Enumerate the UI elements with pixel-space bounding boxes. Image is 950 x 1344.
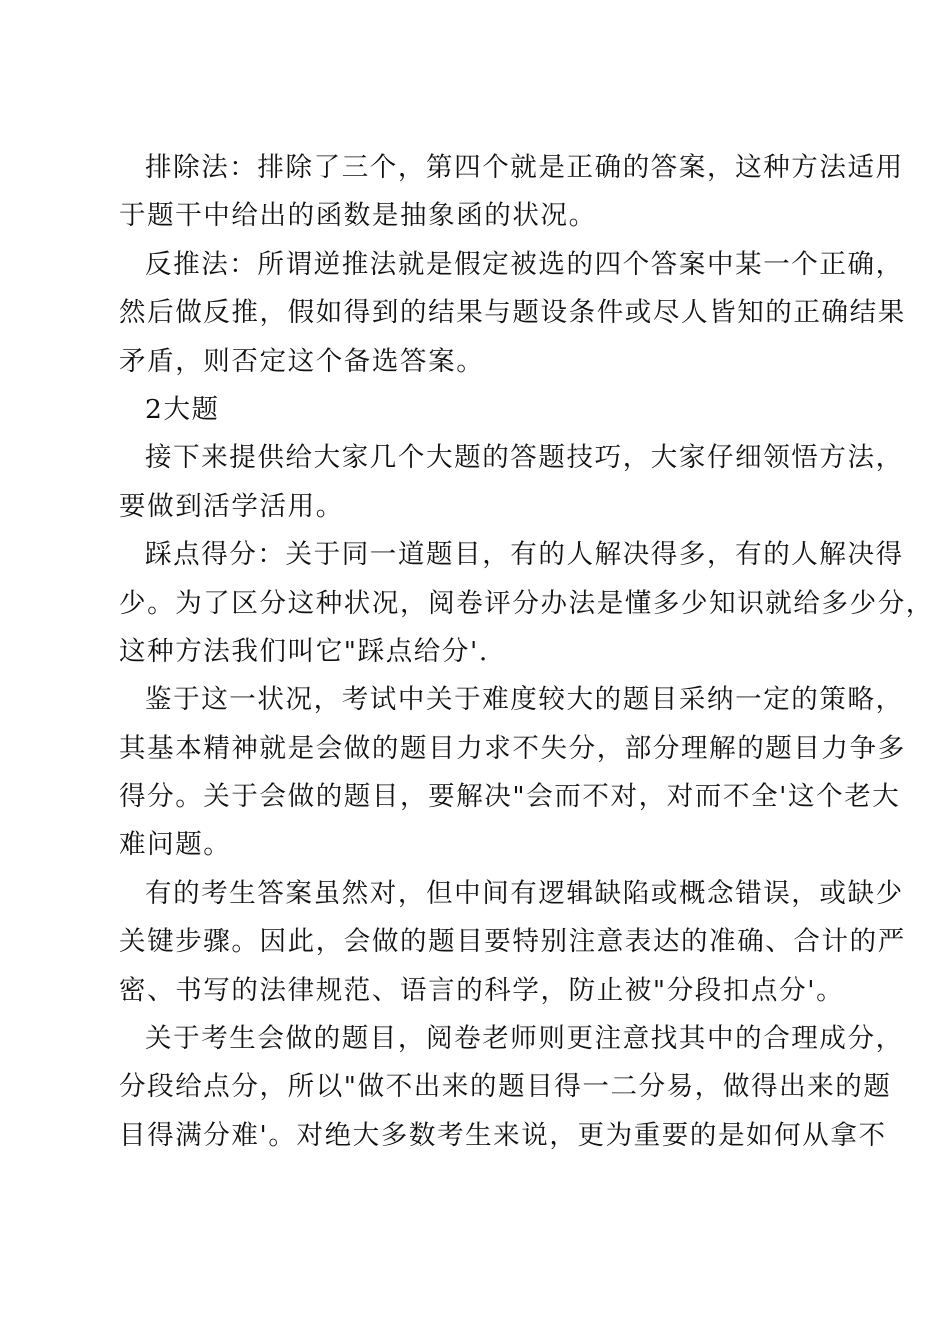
text-line: 关键步骤。因此，会做的题目要特别注意表达的准确、合计的严 <box>119 926 906 958</box>
paragraph-reverse-method <box>119 241 906 386</box>
text-line: 分段给点分，所以"做不出来的题目得一二分易，做得出来的题 <box>119 1071 892 1103</box>
paragraph-intro-tips <box>119 434 904 531</box>
section-heading: 2大题 <box>145 393 220 425</box>
text-line: 反推法：所谓逆推法就是假定被选的四个答案中某一个正确， <box>145 248 904 280</box>
text-line: 少。为了区分这种状况，阅卷评分办法是懂多少知识就给多少分， <box>119 587 934 619</box>
text-line: 矛盾，则否定这个备选答案。 <box>119 345 485 377</box>
text-line: 鉴于这一状况，考试中关于难度较大的题目采纳一定的策略， <box>145 684 904 716</box>
text-line: 踩点得分：关于同一道题目，有的人解决得多，有的人解决得 <box>145 539 904 571</box>
paragraph-step-scoring <box>119 531 934 676</box>
paragraph-difficulty-strategy <box>119 676 906 870</box>
paragraph-exclusion-method <box>119 144 904 241</box>
text-line: 密、书写的法律规范、语言的科学，防止被"分段扣点分'。 <box>119 974 845 1006</box>
paragraph-logic-flaws <box>119 870 906 1015</box>
text-line: 得分。关于会做的题目，要解决"会而不对，对而不全'这个老大 <box>119 781 901 813</box>
text-line: 要做到活学活用。 <box>119 490 344 522</box>
text-line: 关于考生会做的题目，阅卷老师则更注意找其中的合理成分， <box>145 1023 904 1055</box>
text-line: 其基本精神就是会做的题目力求不失分，部分理解的题目力争多 <box>119 732 906 764</box>
text-line: 排除法：排除了三个，第四个就是正确的答案，这种方法适用 <box>145 152 904 183</box>
text-line: 于题干中给出的函数是抽象函的状况。 <box>119 200 597 232</box>
section-heading-big-questions <box>119 386 839 434</box>
document-body <box>119 144 934 1160</box>
text-line: 然后做反推，假如得到的结果与题设条件或尽人皆知的正确结果 <box>119 297 906 329</box>
text-line: 这种方法我们叫它"踩点给分'. <box>119 635 489 667</box>
text-line: 难问题。 <box>119 829 232 861</box>
text-line: 接下来提供给大家几个大题的答题技巧，大家仔细领悟方法， <box>145 442 904 474</box>
text-line: 有的考生答案虽然对，但中间有逻辑缺陷或概念错误，或缺少 <box>145 877 904 909</box>
paragraph-partial-credit <box>119 1015 904 1160</box>
text-line: 目得满分难'。对绝大多数考生来说，更为重要的是如何从拿不 <box>119 1119 887 1151</box>
